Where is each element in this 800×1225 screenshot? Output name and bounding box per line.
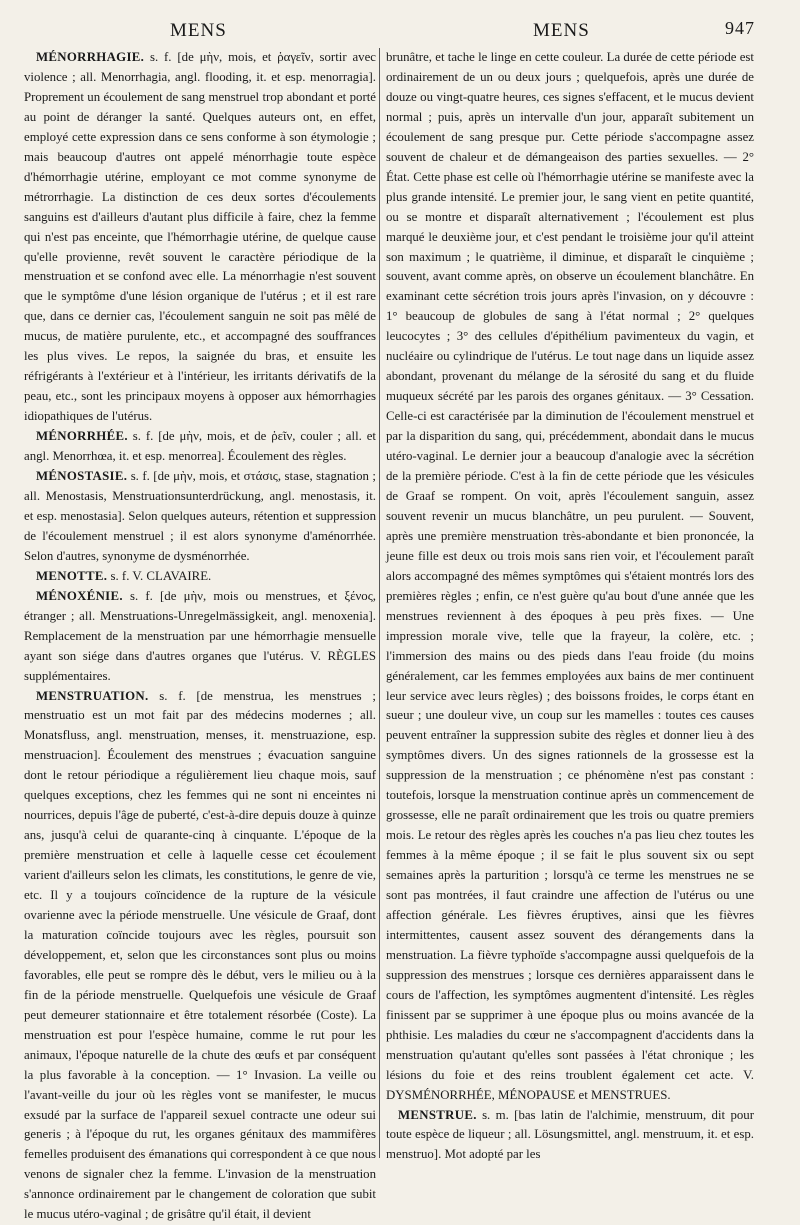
entry-menstruation-continued: brunâtre, et tache le linge en cette couleur. La durée de cette période est ordinairement de un ou deux jours ; quelquefois, après une durée de douze ou vingt-quatre heures, ces signes s'effacent, et le mucus devient normal ; puis, après un intervalle d'un jour, apparaît subitement un écoulement de sang presque pur. Cette période s'accompagne assez souvent de chaleur et de démangeaison des parties sexuelles. — 2° État. Cette phase est celle où l'hémorrhagie utérine se manifeste avec la plus grande intensité. Le premier jour, le sang vient en petite quantité, ou se montre et disparaît alternativement ; l'écoulement est plus marqué le deuxième jour, et c'est pendant le troisième jour qu'il atteint son maximum ; le quatrième, il diminue, et disparaît le cinquième ; souvent, avant comme après, on observe un écoulement blanchâtre. En examinant cette sécrétion trois jours après l'invasion, on y découvre : 1° beaucoup de globules de sang à l'état normal ; 2° quelques leucocytes ; 3° des cellules d'épithélium pavimenteux du vagin, et nucléaire ou cylindrique de l'utérus. Le tout nage dans un liquide assez abondant, provenant du mélange de la sérosité du sang et du fluide muqueux sécrété par les parois des organes génitaux. — 3° Cessation. Celle-ci est caractérisée par la diminution de l'écoulement menstruel et par la disparition du sang, qui, précédemment, abondait dans le mucus utéro-vaginal. Le dernier jour a beaucoup d'analogie avec la sécrétion de la première période. C'est à la fin de cette période que les vésicules de Graaf se rompent. On voit, après l'écoulement sanguin, assez souvent revenir un mucus blanchâtre, un peu purulent. — Souvent, après une première menstruation très-abondante et bien prononcée, la jeune fille est deux ou trois mois sans rien voir, et l'écoulement paraît alors accompagné des mêmes symptômes qui s'étaient montrés lors des premières règles ; enfin, ce n'est guère qu'au bout d'une année que les menstrues reviennent à des époques à peu près fixes. — Une impression morale vive, telle que la frayeur, la colère, etc. ; l'immersion des mains ou des pieds dans l'eau froide (du moins généralement, car les femmes employées aux bains de mer continuent leur service avec leurs règles) ; des boissons froides, le corps étant en sueur ; une douleur vive, un coup sur les mamelles : toutes ces causes peuvent entraîner la suppression subite des règles et donner lieu à des symptômes divers. Un des signes rationnels de la grossesse est la suppression de la menstruation ; ce phénomène n'est pas constant : toutefois, lorsque la menstruation continue après un commencement de grossesse, elle ne paraît ordinairement que les trois ou quatre premiers mois. Le retour des règles après les couches n'a pas lieu chez toutes les femmes à la même époque ; il se fait le plus souvent six ou sept semaines après la parturition ; lorsqu'à ce terme les menstrues ne se sont pas montrées, il faut craindre une affection de l'utérus ou une affection générale. Les fièvres éruptives, ainsi que les fièvres intermittentes, causent assez souvent des dérangements dans la menstruation. La fièvre typhoïde s'accompagne aussi quelquefois de la suppression des menstrues ; lorsque ces dernières apparaissent dans le cours de l'affection, les symptômes augmentent d'intensité. Les règles finissent par se supprimer à une époque plus ou moins avancée de la phthisie. Les maladies du cœur ne s'accompagnent d'accidents dans la menstruation qu'autant qu'elles sont passées à l'état chronique ; les lésions du foie et des reins troublent également cet acte. V. DYSMÉNORRHÉE, MÉNOPAUSE et MENSTRUES.: [386, 48, 754, 1106]
entry-menostasie: [24, 467, 376, 567]
headword: MÉNORRHÉE.: [36, 429, 128, 443]
column-rule: [379, 48, 380, 1158]
entry-text: s. f. [de menstrua, les menstrues ; menstruatio est un mot fait par des médecins modernes ; all. Monatsfluss, angl. menstruation, menses, it. menstruazione, esp. menstruacion]. Écoulement des menstrues ; évacuation sanguine dont le retour périodique a régulièrement lieu chaque mois, sauf quelques exceptions, chez les femmes qui ne sont ni enceintes ni nourrices, depuis l'âge de puberté, c'est-à-dire depuis douze à quinze ans, jusqu'à celui de quarante-cinq à cinquante. L'époque de la première menstruation et celle à laquelle cesse cet écoulement varient d'ailleurs selon les climats, les constitutions, le genre de vie, etc. Il y a toujours coïncidence de la rupture de la vésicule ovarienne avec la période menstruelle. Une vésicule de Graaf, dont la maturation coïncide toujours avec les règles, poursuit son développement, et, selon que les circonstances sont plus ou moins favorables, elle peut se rompre dès le début, vers le milieu ou à la fin de la période menstruelle. Quelquefois une vésicule de Graaf peut demeurer stationnaire et être totalement résorbée (Coste). La menstruation est pour l'espèce humaine, comme le rut pour les animaux, l'époque naturelle de la chute des œufs et par conséquent la plus favorable à la conception. — 1° Invasion. La veille ou l'avant-veille du jour où les règles vont se manifester, le mucus exsudé par la surface de l'appareil sexuel contracte une odeur sui generis ; à l'époque du rut, les organes génitaux des mammifères femelles produisent des émanations qui correspondent à ce que nous venons de signaler chez la femme. L'invasion de la menstruation s'annonce ordinairement par le changement de coloration que subit le mucus utéro-vaginal ; de grisâtre qu'il était, il devient: [24, 689, 376, 1222]
entry-text: s. f. [de μὴν, mois, et de ῥεῖν, couler ; all. et angl. Menorrhœa, it. et esp. menorrea]. Écoulement des règles.: [24, 429, 376, 463]
entry-menstruation: [24, 687, 376, 1225]
headword: MENSTRUE.: [398, 1108, 477, 1122]
page-number: 947: [725, 18, 755, 39]
entry-menorrhee: [24, 427, 376, 467]
entry-menoxenie: [24, 587, 376, 687]
entry-menorrhagie: [24, 48, 376, 427]
headword: MÉNORRHAGIE.: [36, 50, 144, 64]
headword: MÉNOSTASIE.: [36, 469, 127, 483]
entry-text: s. f. V. CLAVAIRE.: [111, 569, 212, 583]
entry-text: s. m. [bas latin de l'alchimie, menstruum, dit pour toute espèce de liqueur ; all. Lösungsmittel, angl. menstruum, it. et esp. menstruo]. Mot adopté par les: [386, 1108, 754, 1162]
headword: MÉNOXÉNIE.: [36, 589, 123, 603]
entry-text: s. f. [de μὴν, mois, et στάσις, stase, stagnation ; all. Menostasis, Menstruationsunterdrückung, angl. menostasis, it. et esp. menostasia]. Selon quelques auteurs, rétention et suppression de l'écoulement menstruel ; il est alors synonyme d'aménorrhée. Selon d'autres, synonyme de dysménorrhée.: [24, 469, 376, 563]
running-head: [0, 20, 800, 46]
entry-text: s. f. [de μὴν, mois ou menstrues, et ξένος, étranger ; all. Menstruations-Unregelmässigkeit, angl. menoxenia]. Remplacement de la menstruation par une hémorrhagie mensuelle ayant son siége dans d'autres organes que l'utérus. V. RÈGLES supplémentaires.: [24, 589, 376, 683]
entry-menstrue: [386, 1106, 754, 1166]
left-column: [24, 48, 376, 1178]
headword: MENSTRUATION.: [36, 689, 149, 703]
entry-menotte: [24, 567, 376, 587]
entry-text: s. f. [de μὴν, mois, et ῥαγεῖν, sortir avec violence ; all. Menorrhagia, angl. flooding, it. et esp. menorragia]. Proprement un écoulement de sang menstruel trop abondant et porté au point de déranger la santé. Quelques auteurs ont, en effet, employé cette expression dans ce sens conforme à son étymologie ; mais beaucoup d'autres ont appelé ménorrhagie toute espèce d'hémorrhagie utérine, employant ce mot comme synonyme de métrorrhagie. La distinction de ces deux sortes d'écoulements sanguins est d'ailleurs d'autant plus difficile à faire, chez la femme qui n'est pas enceinte, que l'hémorrhagie utérine, de quelque cause qu'elle provienne, revêt souvent le caractère périodique de la menstruation et se confond avec elle. La ménorrhagie n'est souvent que le symptôme d'une lésion organique de l'utérus ; et il est rare que, dans ce dernier cas, l'écoulement sanguin ne soit pas mêlé de mucus, de matière purulente, etc., et accompagné des souffrances les plus vives. Le repos, la saignée du bras, et ensuite les réfrigérants à l'extérieur et à l'intérieur, les irritants dérivatifs de la peau, etc., sont les principaux moyens à opposer aux hémorrhagies idiopathiques de l'utérus.: [24, 50, 376, 423]
headword: MENOTTE.: [36, 569, 107, 583]
right-running-title: MENS: [533, 20, 590, 42]
left-running-title: MENS: [170, 20, 227, 42]
right-column: [386, 48, 754, 1178]
